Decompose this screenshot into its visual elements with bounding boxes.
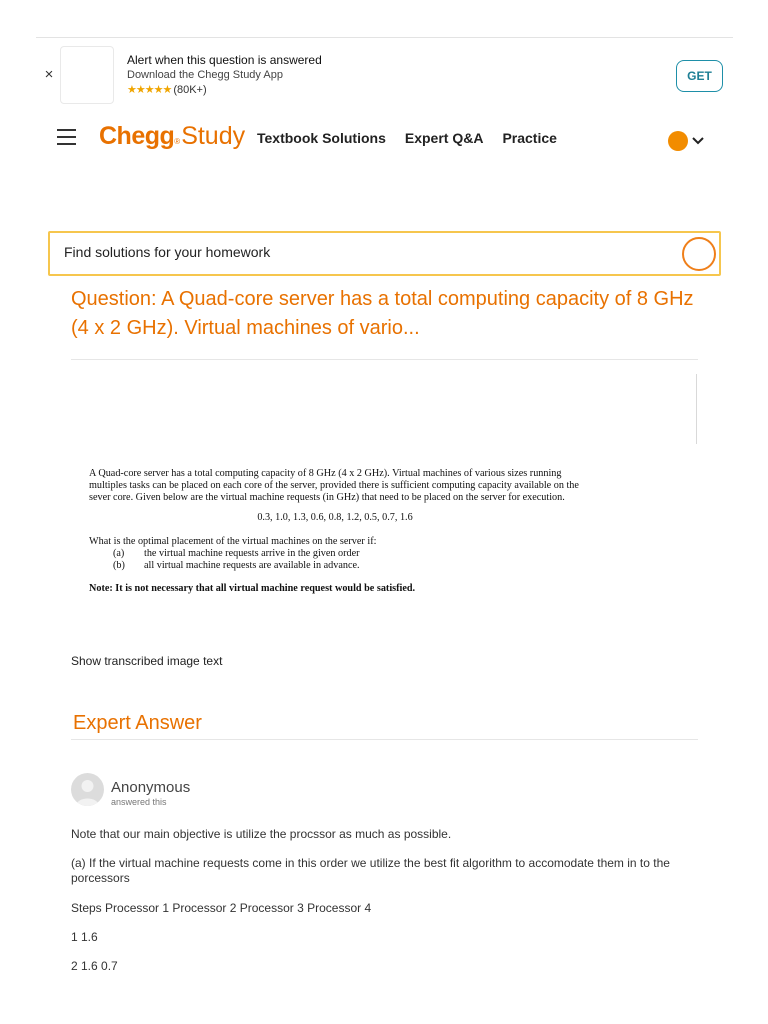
chegg-study-logo[interactable] [99,122,245,152]
nav-textbook-solutions[interactable]: Textbook Solutions [257,130,386,146]
question-image-note: Note: It is not necessary that all virtual machine request would be satisfied. [89,583,416,594]
banner-text [127,53,322,98]
user-avatar-icon [668,131,688,151]
account-menu[interactable] [668,131,704,151]
answer-paragraph: Steps Processor 1 Processor 2 Processor 3 Processor 4 [71,901,372,915]
search-input[interactable] [64,244,664,260]
answer-paragraph: 2 1.6 0.7 [71,959,118,973]
nav-expert-qa[interactable]: Expert Q&A [404,130,484,146]
hamburger-menu-icon[interactable] [57,129,76,145]
answer-paragraph: (a) If the virtual machine requests come in this order we utilize the best fit algorithm to accomodate them in to the porcessors [71,856,670,885]
banner-title: Alert when this question is answered [127,53,322,67]
search-bar [48,231,721,276]
question-option [89,560,581,572]
answerer-name: Anonymous [111,779,191,796]
question-title-text: A Quad-core server has a total computing capacity of 8 GHz (4 x 2 GHz). Virtual machines of vario... [71,288,694,339]
question-image-numbers: 0.3, 1.0, 1.3, 0.6, 0.8, 1.2, 0.5, 0.7, 1.6 [257,512,413,523]
question-title [71,285,711,343]
option-label: (a) [113,548,125,559]
option-text: all virtual machine requests are available in advance. [144,560,360,571]
top-navigation [0,118,768,162]
chevron-down-icon [692,137,704,145]
nav-links [257,130,576,146]
close-banner-button[interactable]: × [44,66,54,83]
divider [71,739,698,740]
divider-vertical [696,374,697,444]
question-image [89,468,581,595]
answerer-subtitle: answered this [111,797,167,807]
logo-registered: ® [174,137,181,146]
logo-chegg: Chegg [99,122,175,150]
question-option [89,548,581,560]
search-icon[interactable] [682,237,716,271]
logo-study: Study [181,122,246,150]
banner-subtitle: Download the Chegg Study App [127,69,283,81]
option-label: (b) [113,560,125,571]
question-label: Question: [71,288,157,310]
option-text: the virtual machine requests arrive in the given order [144,548,360,559]
divider [71,359,698,360]
nav-practice[interactable]: Practice [502,130,557,146]
anonymous-avatar-icon [71,773,104,806]
star-rating-icon: ★★★★★ [127,84,172,96]
app-logo [60,46,114,104]
rating-count: (80K+) [173,84,207,96]
question-image-paragraph: A Quad-core server has a total computing capacity of 8 GHz (4 x 2 GHz). Virtual machines of various sizes running multiples tasks can be placed on each core of the server, provided there is sufficient computing capacity available on the sever core. Given below are the virtual machine requests (in GHz) that need to be placed on the server for execution. [89,468,579,503]
app-install-banner [36,37,733,110]
banner-rating [127,83,322,98]
expert-answer-heading: Expert Answer [73,712,202,734]
show-transcribed-link[interactable]: Show transcribed image text [71,654,223,668]
question-image-what: What is the optimal placement of the virtual machines on the server if: [89,536,377,547]
answer-paragraph: 1 1.6 [71,930,98,944]
answer-paragraph: Note that our main objective is utilize the procssor as much as possible. [71,827,452,841]
get-app-button[interactable]: GET [676,60,723,92]
